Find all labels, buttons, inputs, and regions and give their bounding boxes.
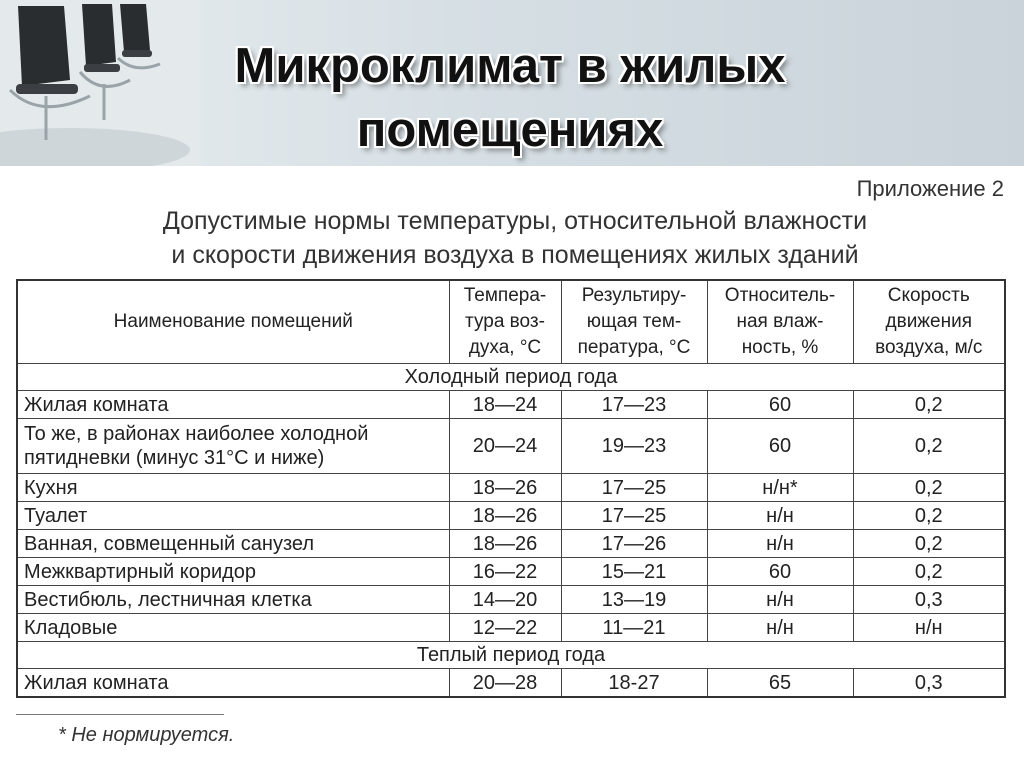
slide-header — [0, 0, 1024, 166]
cell-result-temp: 15—21 — [561, 558, 707, 586]
cell-room: То же, в районах наиболее холодной пятидневки (минус 31°С и ниже) — [17, 419, 449, 474]
cell-result-temp: 17—26 — [561, 530, 707, 558]
table-header-row — [17, 280, 1005, 364]
cell-result-temp: 17—23 — [561, 391, 707, 419]
cell-room: Жилая комната — [17, 669, 449, 698]
cell-room: Вестибюль, лестничная клетка — [17, 586, 449, 614]
cell-room: Жилая комната — [17, 391, 449, 419]
cell-room: Межквартирный коридор — [17, 558, 449, 586]
cell-air-speed: 0,2 — [853, 558, 1005, 586]
footnote: * Не нормируется. — [58, 724, 235, 746]
cell-air-speed: 0,3 — [853, 669, 1005, 698]
cell-result-temp: 19—23 — [561, 419, 707, 474]
cell-air-temp: 18—26 — [449, 474, 561, 502]
slide-title-line-1: Микроклимат в жилых — [234, 39, 786, 93]
period-row-warm — [17, 642, 1005, 669]
cell-air-speed: 0,2 — [853, 502, 1005, 530]
appendix-label: Приложение 2 — [856, 176, 1004, 201]
header-air-speed: Скорость движения воздуха, м/с — [853, 280, 1005, 364]
table-title — [40, 204, 990, 272]
cell-humidity: 60 — [707, 391, 853, 419]
cell-result-temp: 11—21 — [561, 614, 707, 642]
cell-result-temp: 13—19 — [561, 586, 707, 614]
cell-air-temp: 20—24 — [449, 419, 561, 474]
cell-room: Ванная, совмещенный санузел — [17, 530, 449, 558]
table-row — [17, 474, 1005, 502]
slide-title — [150, 34, 870, 162]
cell-humidity: н/н — [707, 586, 853, 614]
footnote-divider — [16, 714, 224, 715]
cell-humidity: 60 — [707, 558, 853, 586]
cell-air-temp: 18—26 — [449, 502, 561, 530]
cell-humidity: н/н* — [707, 474, 853, 502]
cell-air-speed: 0,2 — [853, 391, 1005, 419]
table-row — [17, 614, 1005, 642]
cell-humidity: н/н — [707, 502, 853, 530]
cell-air-speed: 0,2 — [853, 419, 1005, 474]
cell-result-temp: 17—25 — [561, 502, 707, 530]
cell-air-temp: 16—22 — [449, 558, 561, 586]
cell-air-speed: 0,2 — [853, 474, 1005, 502]
cell-air-temp: 12—22 — [449, 614, 561, 642]
warm-period-label: Теплый период года — [17, 642, 1005, 669]
cell-result-temp: 18-27 — [561, 669, 707, 698]
table-title-line-2: и скорости движения воздуха в помещениях жилых зданий — [171, 241, 859, 269]
table-title-line-1: Допустимые нормы температуры, относительной влажности — [162, 207, 868, 235]
cell-air-speed: н/н — [853, 614, 1005, 642]
cell-room: Кухня — [17, 474, 449, 502]
table-row — [17, 586, 1005, 614]
period-row-cold — [17, 364, 1005, 391]
cell-air-temp: 14—20 — [449, 586, 561, 614]
table-row — [17, 419, 1005, 474]
cell-air-speed: 0,3 — [853, 586, 1005, 614]
table-row — [17, 502, 1005, 530]
cold-period-label: Холодный период года — [17, 364, 1005, 391]
cell-humidity: 60 — [707, 419, 853, 474]
cell-air-temp: 20—28 — [449, 669, 561, 698]
cell-air-speed: 0,2 — [853, 530, 1005, 558]
cell-result-temp: 17—25 — [561, 474, 707, 502]
cell-air-temp: 18—24 — [449, 391, 561, 419]
header-room-name: Наименование помещений — [17, 280, 449, 364]
slide-title-line-2: помещениях — [356, 103, 664, 157]
cell-room: Туалет — [17, 502, 449, 530]
table-row — [17, 558, 1005, 586]
cell-air-temp: 18—26 — [449, 530, 561, 558]
norms-table — [16, 279, 1006, 698]
cell-room: Кладовые — [17, 614, 449, 642]
header-air-temperature: Темпера-тура воз-духа, °С — [449, 280, 561, 364]
header-relative-humidity: Относитель-ная влаж-ность, % — [707, 280, 853, 364]
table-row — [17, 669, 1005, 698]
table-row — [17, 391, 1005, 419]
cell-humidity: 65 — [707, 669, 853, 698]
table-row — [17, 530, 1005, 558]
cell-humidity: н/н — [707, 614, 853, 642]
cell-humidity: н/н — [707, 530, 853, 558]
header-resulting-temperature: Результиру-ющая тем-пература, °С — [561, 280, 707, 364]
